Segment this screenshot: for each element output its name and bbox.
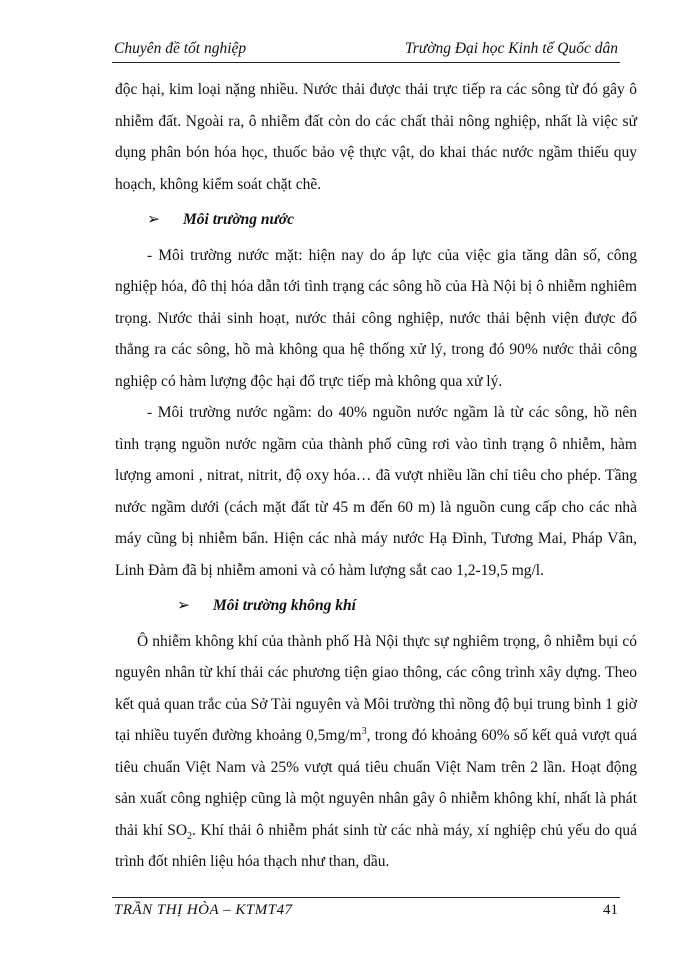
footer-author: TRẦN THỊ HÒA – KTMT47 [114, 902, 293, 918]
page-footer [112, 897, 620, 918]
air-so2-subscript: 2 [187, 830, 193, 842]
air-text-part-3: . Khí thải ô nhiễm phát sinh từ các nhà máy, xí nghiệp chủ yếu do quá trình đốt nhiên liệu hóa thạch như than, dầu. [115, 821, 637, 870]
paragraph-air-pollution [115, 626, 637, 878]
paragraph-ground-water: - Môi trường nước ngầm: do 40% nguồn nước ngầm là từ các sông, hồ nên tình trạng nguồn nước ngầm của thành phố cũng rơi vào tình trạng ô nhiễm, hàm lượng amoni , nitrat, nitrit, độ oxy hóa… đã vượt nhiều lần chỉ tiêu cho phép. Tầng nước ngầm dưới (cách mặt đất từ 45 m đến 60 m) là nguồn cung cấp cho các nhà máy cũng bị nhiễm bẩn. Hiện các nhà máy nước Hạ Đình, Tương Mai, Pháp Vân, Linh Đàm đã bị nhiễm amoni và có hàm lượng sắt cao 1,2-19,5 mg/l. [115, 404, 637, 579]
header-university: Trường Đại học Kinh tế Quốc dân [404, 40, 618, 57]
paragraph-soil-pollution: độc hại, kim loại nặng nhiều. Nước thải được thải trực tiếp ra các sông từ đó gây ô nhiễm đất. Ngoài ra, ô nhiễm đất còn do các chất thải nông nghiệp, nhất là việc sử dụng phân bón hóa học, thuốc bảo vệ thực vật, do khai thác nước ngầm thiếu quy hoạch, không kiểm soát chặt chẽ. [115, 81, 637, 193]
heading-air-text: Môi trường không khí [213, 597, 356, 614]
header-document-type: Chuyên đề tốt nghiệp [114, 40, 247, 57]
air-unit-superscript: 3 [361, 725, 367, 737]
page-number: 41 [603, 902, 618, 918]
section-heading-water [115, 204, 637, 236]
page-header [112, 38, 620, 63]
arrowhead-bullet-icon: ➢ [147, 211, 160, 228]
paragraph-surface-water: - Môi trường nước mặt: hiện nay do áp lực của việc gia tăng dân số, công nghiệp hóa, đô thị hóa dẫn tới tình trạng các sông hồ của Hà Nội bị ô nhiễm nghiêm trọng. Nước thải sinh hoạt, nước thải công nghiệp, nước thải bệnh viện được đổ thẳng ra các sông, hồ mà không qua hệ thống xử lý, trong đó 90% nước thải công nghiệp có hàm lượng độc hại đổ trực tiếp mà không qua xử lý. [115, 246, 637, 390]
section-heading-air [115, 590, 637, 622]
arrowhead-bullet-icon: ➢ [177, 597, 190, 614]
air-text-part-2: , trong đó khoảng 60% số kết quả vượt quá tiêu chuẩn Việt Nam và 25% vượt quá tiêu chuẩn Việt Nam trên 2 lần. Hoạt động sản xuất công nghiệp cũng là một nguyên nhân gây ô nhiễm không khí, nhất là phát thải khí SO [115, 727, 638, 839]
page-body [115, 74, 637, 878]
heading-water-text: Môi trường nước [183, 211, 295, 228]
air-text-part-1: Ô nhiễm không khí của thành phố Hà Nội thực sự nghiêm trọng, ô nhiễm bụi có nguyên nhân từ khí thải các phương tiện giao thông, các công trình xây dựng. Theo kết quả quan trắc của Sở Tài nguyên và Môi trường thì nồng độ bụi trung bình 1 giờ tại nhiều tuyến đường khoảng 0,5mg/m [115, 632, 637, 744]
